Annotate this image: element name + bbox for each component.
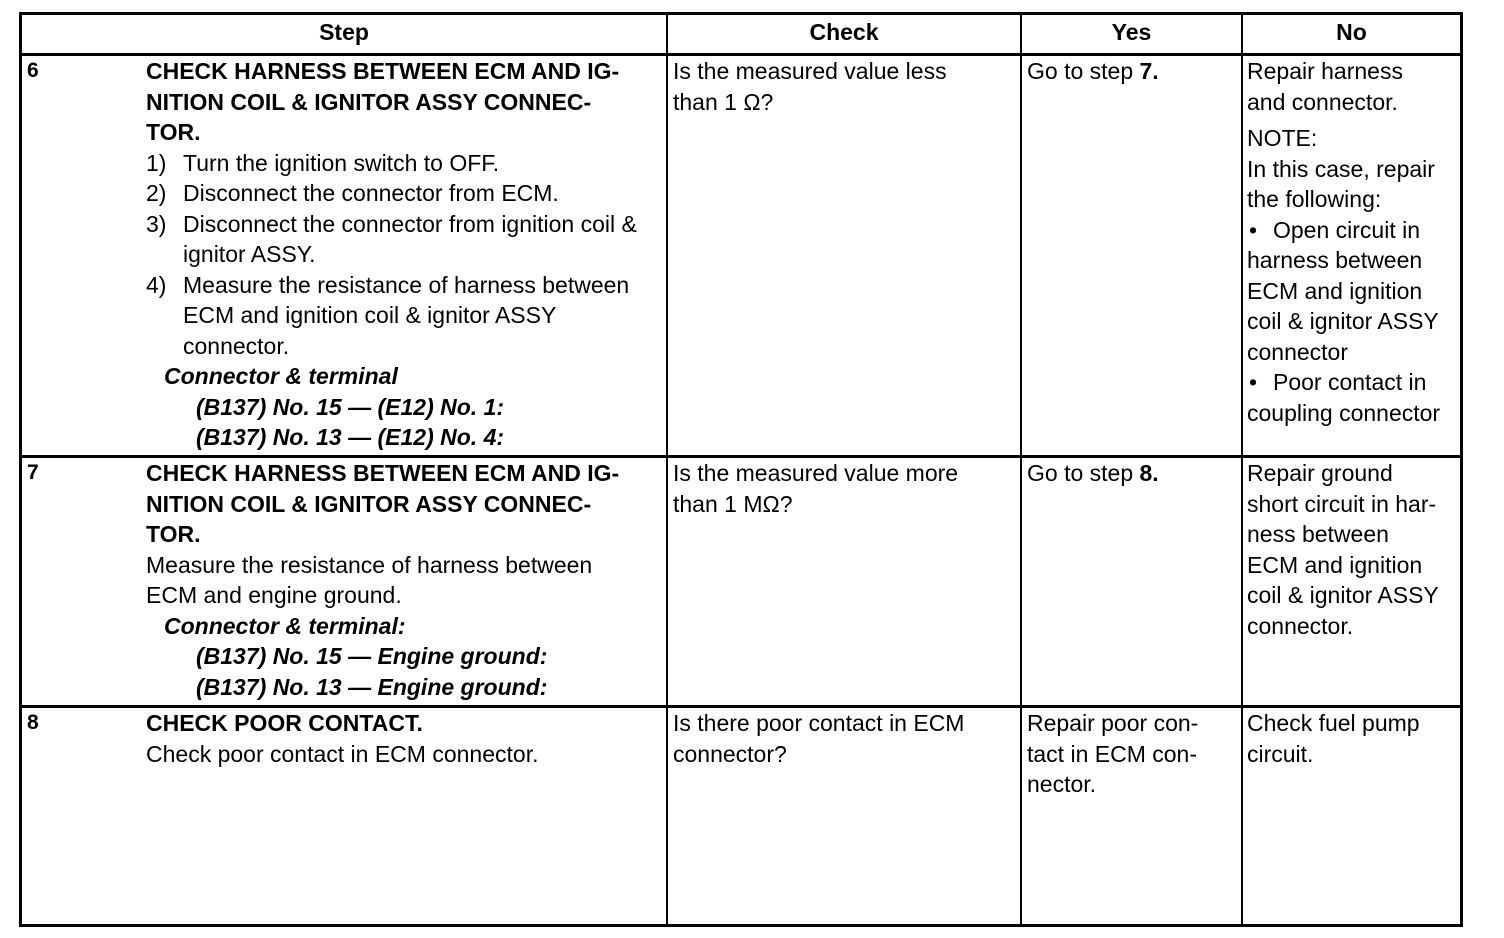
step-body: Check poor contact in ECM connector. <box>146 740 539 767</box>
note-label: NOTE: <box>1247 125 1318 151</box>
diagnostic-table <box>19 12 1463 927</box>
terminal-value: (B137) No. 15 — Engine ground: <box>196 643 548 669</box>
column-divider <box>1020 15 1022 924</box>
check-question: Is the measured value less than 1 Ω? <box>673 58 947 115</box>
substep: 2) Disconnect the connector from ECM. <box>146 180 559 206</box>
yes-action: Go to step 7. <box>1027 58 1159 84</box>
substep-list <box>146 148 666 362</box>
bullet-item: • Open circuit in <box>1247 215 1462 246</box>
step-content <box>146 708 666 769</box>
step-title: CHECK POOR CONTACT. <box>146 710 423 736</box>
yes-action: Go to step 8. <box>1027 460 1159 486</box>
header-step: Step <box>319 19 369 45</box>
step-title: CHECK HARNESS BETWEEN ECM AND IG- NITION COIL & IGNITOR ASSY CONNEC- TOR. <box>146 58 620 145</box>
bullet-item: • Poor contact in <box>1247 367 1462 398</box>
step-title: CHECK HARNESS BETWEEN ECM AND IG- NITION COIL & IGNITOR ASSY CONNEC- TOR. <box>146 460 620 547</box>
substep: 4) Measure the resistance of harness between ECM and ignition coil & ignitor ASSY connector. <box>146 271 630 359</box>
yes-step-ref: 7. <box>1139 58 1159 84</box>
connector-label: Connector & terminal: <box>164 612 406 639</box>
no-action: Repair ground short circuit in har- ness between ECM and ignition coil & ignitor ASSY connector. <box>1247 460 1439 639</box>
terminal-value: (B137) No. 13 — (E12) No. 4: <box>196 424 505 450</box>
check-question: Is the measured value more than 1 MΩ? <box>673 460 959 517</box>
terminal-value: (B137) No. 13 — Engine ground: <box>196 673 548 700</box>
header-check: Check <box>809 19 879 45</box>
terminal-value: (B137) No. 15 — (E12) No. 1: <box>196 393 505 420</box>
header-no: No <box>1336 19 1367 45</box>
substep: 3) Disconnect the connector from ignition coil & ignitor ASSY. <box>146 210 637 267</box>
step-content <box>146 56 666 453</box>
yes-step-ref: 8. <box>1139 460 1159 486</box>
no-action: Check fuel pump circuit. <box>1247 710 1420 767</box>
step-number: 6 <box>27 59 39 82</box>
column-divider <box>1241 15 1243 924</box>
step-number: 7 <box>27 461 39 484</box>
connector-label: Connector & terminal <box>164 363 398 389</box>
no-action: Repair harness and connector. NOTE: In this case, repair the following: • Open circuit in harness between ECM and ignition coil & ignitor ASSY connector • Poor contact in coupling connector <box>1247 56 1462 428</box>
substep: 1) Turn the ignition switch to OFF. <box>146 149 500 176</box>
check-question: Is there poor contact in ECM connector? <box>673 710 965 767</box>
header-yes: Yes <box>1111 19 1152 45</box>
step-content <box>146 458 666 702</box>
column-divider <box>666 15 668 924</box>
step-body: Measure the resistance of harness between ECM and engine ground. <box>146 551 593 608</box>
step-number: 8 <box>27 711 39 734</box>
yes-action: Repair poor con- tact in ECM con- nector. <box>1027 710 1199 797</box>
